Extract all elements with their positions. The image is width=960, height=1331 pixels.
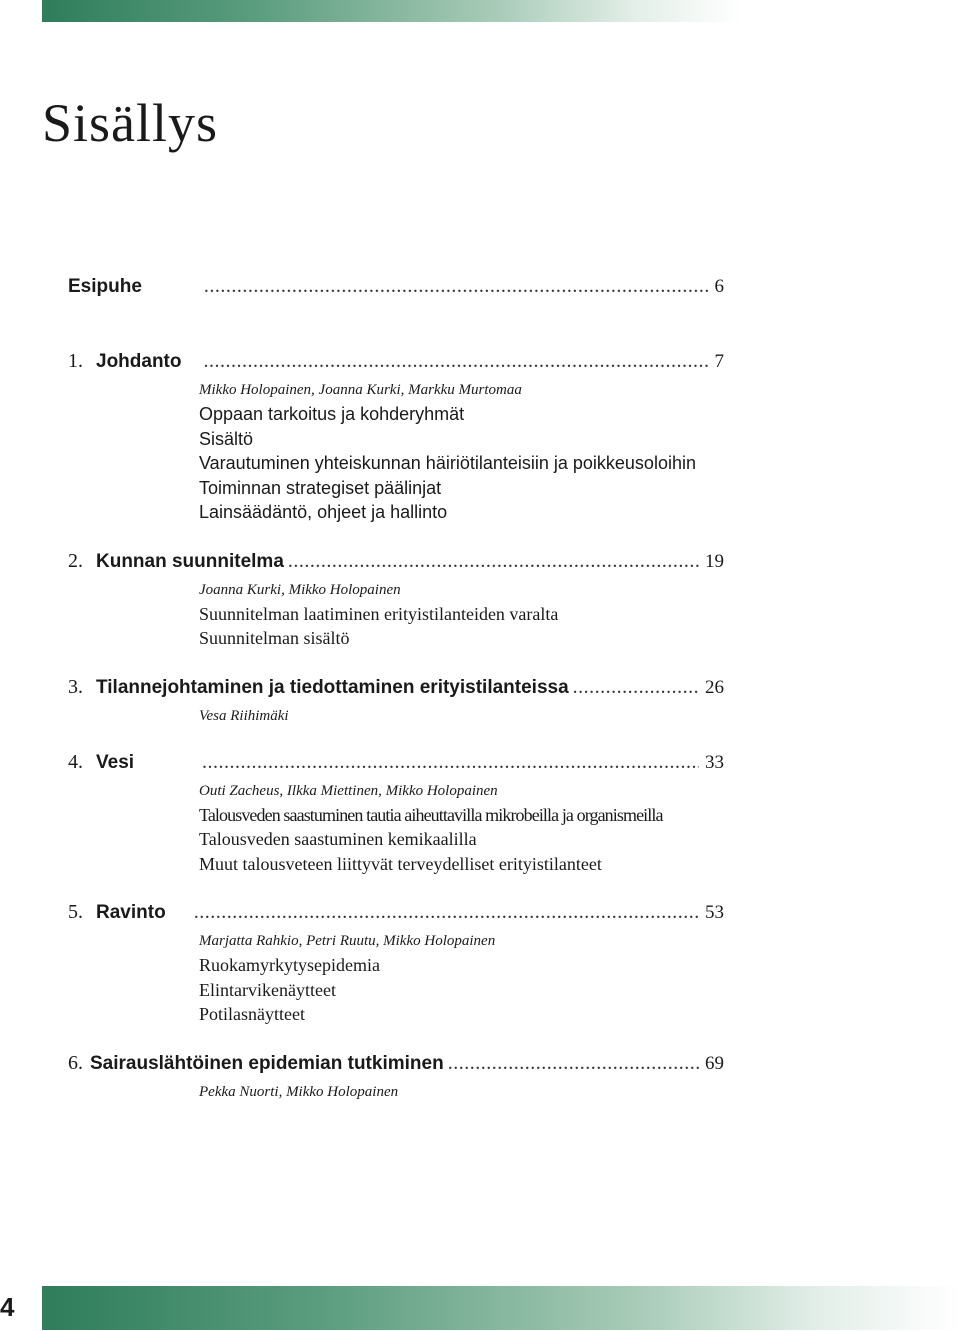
chapter-number: 3. — [68, 675, 83, 698]
toc-page-number: 6 — [714, 276, 724, 297]
toc-leader-dots — [202, 748, 699, 776]
chapter-authors: Marjatta Rahkio, Petri Ruutu, Mikko Holopainen — [199, 933, 496, 949]
section-item: Lainsäädäntö, ohjeet ja hallinto — [199, 502, 448, 522]
toc-entry-chapter-4 — [68, 748, 724, 877]
section-item: Talousveden saastuminen tautia aiheuttavilla mikrobeilla ja organismeilla — [199, 804, 663, 825]
toc-page-number: 19 — [705, 550, 724, 572]
toc-entry-title[interactable]: Johdanto — [96, 351, 182, 372]
toc-page-number: 33 — [705, 751, 724, 773]
section-item: Suunnitelman sisältö — [199, 628, 350, 648]
toc-entry-title[interactable]: Tilannejohtaminen ja tiedottaminen erityistilanteissa — [96, 676, 569, 698]
section-item: Suunnitelman laatiminen erityistilanteiden varalta — [199, 603, 559, 624]
toc-leader-dots — [194, 898, 699, 926]
chapter-number: 5. — [68, 901, 83, 923]
section-item: Oppaan tarkoitus ja kohderyhmät — [199, 404, 465, 424]
toc-entry-title[interactable]: Vesi — [96, 751, 135, 773]
toc-entry-chapter-5 — [68, 898, 724, 1027]
page-title: Sisällys — [42, 93, 219, 153]
section-item: Ruokamyrkytysepidemia — [199, 955, 380, 975]
section-item: Varautuminen yhteiskunnan häiriötilanteisiin ja poikkeusoloihin — [199, 453, 696, 473]
chapter-authors: Pekka Nuorti, Mikko Holopainen — [199, 1083, 399, 1100]
toc-entry-title[interactable]: Sairauslähtöinen epidemian tutkiminen — [90, 1052, 444, 1074]
toc-entry-title[interactable]: Esipuhe — [68, 276, 142, 297]
toc-page-number: 53 — [705, 902, 724, 923]
section-item: Toiminnan strategiset päälinjat — [199, 477, 442, 498]
table-of-contents — [68, 272, 724, 1124]
toc-entry-title[interactable]: Ravinto — [96, 902, 166, 923]
chapter-number: 4. — [68, 750, 83, 773]
section-item: Sisältö — [199, 428, 254, 449]
toc-leader-dots — [448, 1049, 699, 1077]
toc-entry-preface — [68, 272, 724, 301]
header-decorative-band — [42, 0, 742, 22]
toc-leader-dots — [573, 673, 699, 701]
chapter-authors: Vesa Riihimäki — [199, 707, 289, 724]
chapter-authors: Mikko Holopainen, Joanna Kurki, Markku Murtomaa — [199, 382, 522, 398]
toc-entry-chapter-2 — [68, 547, 724, 651]
section-item: Muut talousveteen liittyvät terveydelliset erityistilanteet — [199, 853, 602, 874]
toc-page-number: 26 — [705, 676, 724, 698]
toc-leader-dots — [204, 347, 709, 375]
section-item: Potilasnäytteet — [199, 1004, 305, 1024]
chapter-authors: Outi Zacheus, Ilkka Miettinen, Mikko Holopainen — [199, 782, 498, 799]
toc-entry-title[interactable]: Kunnan suunnitelma — [96, 550, 284, 572]
toc-leader-dots — [288, 547, 699, 575]
chapter-number: 6. — [68, 1051, 83, 1074]
section-item: Talousveden saastuminen kemikaalilla — [199, 829, 477, 849]
chapter-number: 2. — [68, 549, 83, 572]
page-number: 4 — [0, 1292, 15, 1322]
toc-entry-chapter-1 — [68, 347, 724, 525]
toc-page-number: 69 — [705, 1052, 724, 1074]
section-item: Elintarvikenäytteet — [199, 979, 336, 1000]
toc-entry-chapter-3 — [68, 673, 724, 726]
chapter-authors: Joanna Kurki, Mikko Holopainen — [199, 581, 401, 598]
footer-decorative-band — [42, 1286, 960, 1330]
toc-page-number: 7 — [714, 351, 724, 372]
toc-leader-dots — [204, 272, 709, 300]
chapter-number: 1. — [68, 350, 83, 372]
toc-entry-chapter-6 — [68, 1049, 724, 1102]
